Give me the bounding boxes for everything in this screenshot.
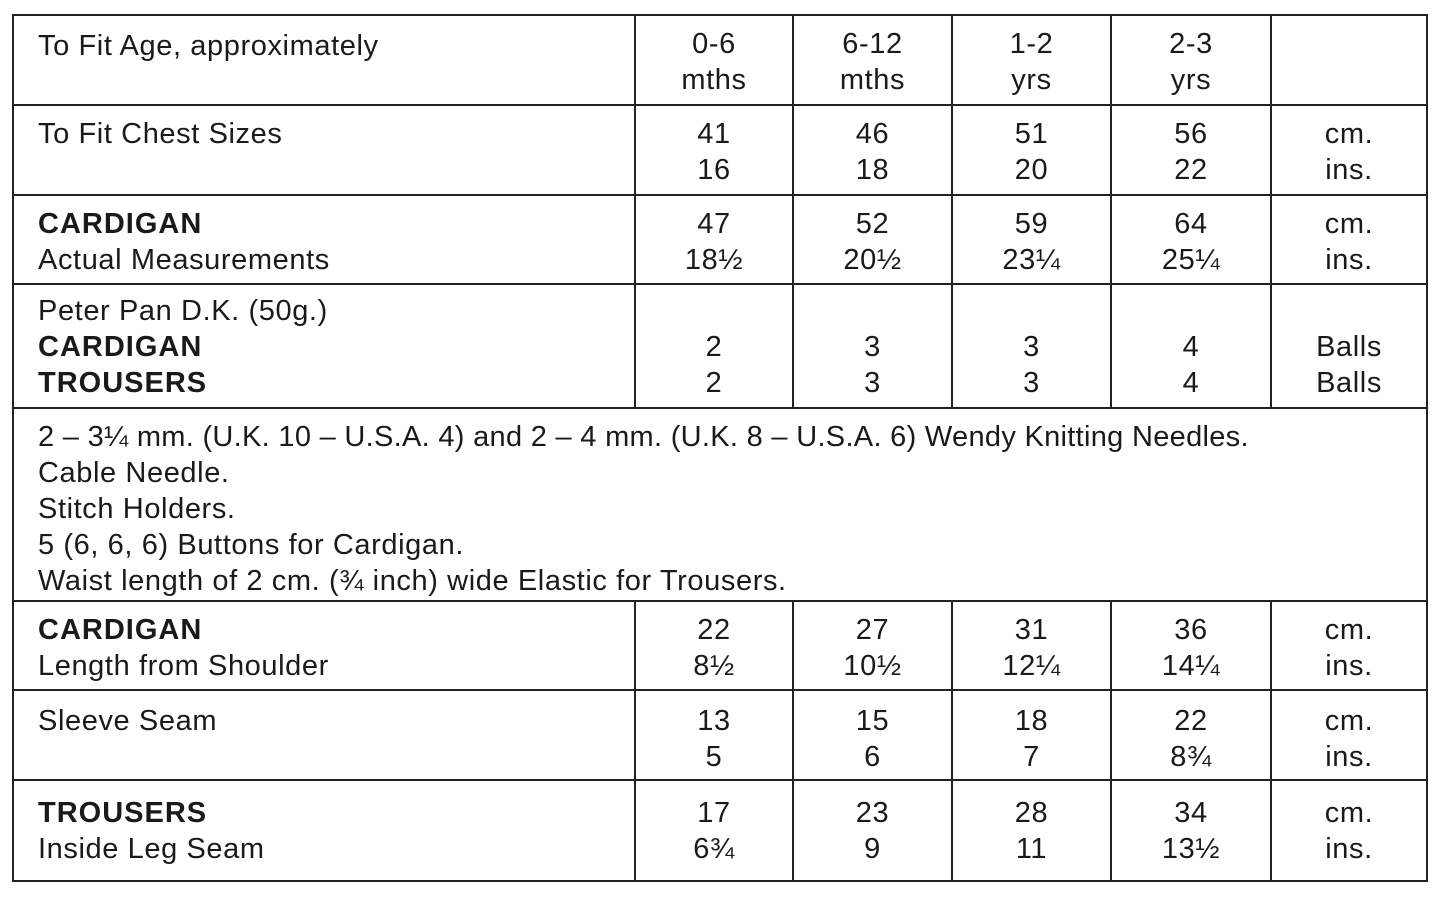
cm-value: 46 bbox=[855, 118, 890, 150]
cm-value: 52 bbox=[855, 208, 890, 240]
cm-value: 28 bbox=[1014, 797, 1049, 829]
age-value: 1-2 bbox=[1009, 28, 1054, 60]
ins-value: 8¾ bbox=[1170, 741, 1212, 773]
cm-value: 59 bbox=[1014, 208, 1049, 240]
cardigan-balls: 2 bbox=[705, 331, 723, 363]
yarn-cardigan-heading: CARDIGAN bbox=[38, 331, 203, 363]
trousers-unit-cell bbox=[1270, 781, 1426, 880]
cardigan-actual-size-2 bbox=[792, 196, 951, 283]
chest-row bbox=[14, 106, 1426, 196]
cardigan-actual-label-cell bbox=[14, 196, 634, 283]
cardigan-length-unit-cell bbox=[1270, 602, 1426, 689]
unit-ins: ins. bbox=[1325, 833, 1373, 865]
trousers-balls: 2 bbox=[705, 367, 723, 399]
cardigan-length-label-cell bbox=[14, 602, 634, 689]
materials-stitch-holders: Stitch Holders. bbox=[38, 493, 236, 525]
trousers-size-2 bbox=[792, 781, 951, 880]
unit-cm: cm. bbox=[1324, 614, 1374, 646]
materials-cable-needle: Cable Needle. bbox=[38, 457, 230, 489]
age-value: 2-3 bbox=[1169, 28, 1213, 60]
cm-value: 56 bbox=[1174, 118, 1208, 150]
unit-balls: Balls bbox=[1316, 367, 1382, 399]
materials-needles: 2 – 3¼ mm. (U.K. 10 – U.S.A. 4) and 2 – 4 mm. (U.K. 8 – U.S.A. 6) Wendy Knitting Needles. bbox=[38, 421, 1249, 453]
cm-value: 27 bbox=[855, 614, 890, 646]
unit-cm: cm. bbox=[1324, 705, 1374, 737]
yarn-row bbox=[14, 285, 1426, 409]
chest-size-4 bbox=[1110, 106, 1270, 194]
cardigan-length-size-2 bbox=[792, 602, 951, 689]
inside-leg-seam-label: Inside Leg Seam bbox=[38, 833, 265, 865]
trousers-size-4 bbox=[1110, 781, 1270, 880]
chest-label: To Fit Chest Sizes bbox=[38, 118, 283, 150]
cm-value: 23 bbox=[855, 797, 890, 829]
age-label: To Fit Age, approximately bbox=[38, 30, 379, 62]
yarn-label-cell bbox=[14, 285, 634, 407]
ins-value: 20 bbox=[1014, 154, 1049, 186]
cm-value: 22 bbox=[697, 614, 731, 646]
ins-value: 22 bbox=[1174, 154, 1208, 186]
cm-value: 51 bbox=[1014, 118, 1049, 150]
cardigan-balls: 4 bbox=[1182, 331, 1200, 363]
age-size-1 bbox=[634, 16, 792, 104]
age-value: 0-6 bbox=[692, 28, 736, 60]
ins-value: 7 bbox=[1023, 741, 1040, 773]
sleeve-unit-cell bbox=[1270, 691, 1426, 779]
cm-value: 34 bbox=[1174, 797, 1208, 829]
age-label-cell bbox=[14, 16, 634, 104]
cardigan-length-size-3 bbox=[951, 602, 1110, 689]
age-row bbox=[14, 16, 1426, 106]
age-unit: mths bbox=[839, 64, 906, 96]
cm-value: 64 bbox=[1174, 208, 1208, 240]
size-table bbox=[12, 14, 1428, 882]
chest-unit-cell bbox=[1270, 106, 1426, 194]
trousers-balls: 3 bbox=[864, 367, 881, 399]
cm-value: 41 bbox=[697, 118, 731, 150]
unit-ins: ins. bbox=[1325, 244, 1373, 276]
cardigan-balls: 3 bbox=[1023, 331, 1040, 363]
sleeve-size-3 bbox=[951, 691, 1110, 779]
cm-value: 17 bbox=[697, 797, 731, 829]
sleeve-row bbox=[14, 691, 1426, 781]
unit-cm: cm. bbox=[1324, 118, 1374, 150]
unit-cm: cm. bbox=[1324, 208, 1374, 240]
ins-value: 25¼ bbox=[1161, 244, 1221, 276]
cardigan-actual-size-3 bbox=[951, 196, 1110, 283]
age-size-4 bbox=[1110, 16, 1270, 104]
unit-ins: ins. bbox=[1325, 154, 1373, 186]
length-from-shoulder-label: Length from Shoulder bbox=[38, 650, 329, 682]
ins-value: 11 bbox=[1015, 833, 1048, 865]
materials-elastic: Waist length of 2 cm. (¾ inch) wide Elastic for Trousers. bbox=[38, 565, 787, 597]
cardigan-actual-size-1 bbox=[634, 196, 792, 283]
cm-value: 13 bbox=[697, 705, 731, 737]
cardigan-length-row bbox=[14, 602, 1426, 691]
ins-value: 23¼ bbox=[1002, 244, 1061, 276]
sleeve-size-4 bbox=[1110, 691, 1270, 779]
cardigan-balls: 3 bbox=[864, 331, 881, 363]
ins-value: 9 bbox=[864, 833, 881, 865]
ins-value: 8½ bbox=[693, 650, 735, 682]
trousers-row bbox=[14, 781, 1426, 880]
trousers-size-1 bbox=[634, 781, 792, 880]
ins-value: 14¼ bbox=[1161, 650, 1221, 682]
ins-value: 20½ bbox=[843, 244, 902, 276]
age-size-2 bbox=[792, 16, 951, 104]
cm-value: 47 bbox=[697, 208, 731, 240]
age-value: 6-12 bbox=[842, 28, 903, 60]
ins-value: 6 bbox=[864, 741, 881, 773]
cm-value: 31 bbox=[1014, 614, 1049, 646]
cm-value: 36 bbox=[1174, 614, 1208, 646]
unit-cm: cm. bbox=[1324, 797, 1374, 829]
cardigan-actual-row bbox=[14, 196, 1426, 285]
unit-ins: ins. bbox=[1325, 650, 1373, 682]
age-size-3 bbox=[951, 16, 1110, 104]
yarn-size-1 bbox=[634, 285, 792, 407]
sleeve-size-2 bbox=[792, 691, 951, 779]
age-unit: mths bbox=[681, 64, 747, 96]
yarn-size-2 bbox=[792, 285, 951, 407]
ins-value: 18½ bbox=[684, 244, 744, 276]
cardigan-actual-size-4 bbox=[1110, 196, 1270, 283]
unit-balls: Balls bbox=[1316, 331, 1382, 363]
cm-value: 15 bbox=[855, 705, 890, 737]
trousers-balls: 3 bbox=[1023, 367, 1040, 399]
cardigan-length-size-1 bbox=[634, 602, 792, 689]
chest-size-3 bbox=[951, 106, 1110, 194]
trousers-balls: 4 bbox=[1182, 367, 1200, 399]
sleeve-label-cell bbox=[14, 691, 634, 779]
yarn-trousers-heading: TROUSERS bbox=[38, 367, 208, 399]
trousers-size-3 bbox=[951, 781, 1110, 880]
yarn-label: Peter Pan D.K. (50g.) bbox=[38, 295, 328, 327]
ins-value: 16 bbox=[697, 154, 731, 186]
cardigan-actual-unit-cell bbox=[1270, 196, 1426, 283]
materials-cell bbox=[14, 409, 1426, 600]
cardigan-length-size-4 bbox=[1110, 602, 1270, 689]
ins-value: 6¾ bbox=[693, 833, 735, 865]
chest-size-2 bbox=[792, 106, 951, 194]
cardigan-heading: CARDIGAN bbox=[38, 208, 203, 240]
sleeve-size-1 bbox=[634, 691, 792, 779]
chest-label-cell bbox=[14, 106, 634, 194]
cm-value: 22 bbox=[1174, 705, 1208, 737]
age-unit-cell bbox=[1270, 16, 1426, 104]
materials-row bbox=[14, 409, 1426, 602]
age-unit: yrs bbox=[1170, 64, 1212, 96]
chest-size-1 bbox=[634, 106, 792, 194]
actual-measurements-label: Actual Measurements bbox=[38, 244, 330, 276]
yarn-size-4 bbox=[1110, 285, 1270, 407]
yarn-size-3 bbox=[951, 285, 1110, 407]
trousers-label-cell bbox=[14, 781, 634, 880]
trousers-heading: TROUSERS bbox=[38, 797, 208, 829]
ins-value: 5 bbox=[705, 741, 723, 773]
ins-value: 12¼ bbox=[1002, 650, 1061, 682]
cm-value: 18 bbox=[1014, 705, 1049, 737]
unit-ins: ins. bbox=[1325, 741, 1373, 773]
ins-value: 18 bbox=[855, 154, 890, 186]
cardigan-heading: CARDIGAN bbox=[38, 614, 203, 646]
sleeve-seam-label: Sleeve Seam bbox=[38, 705, 218, 737]
materials-buttons: 5 (6, 6, 6) Buttons for Cardigan. bbox=[38, 529, 465, 561]
age-unit: yrs bbox=[1011, 64, 1052, 96]
ins-value: 10½ bbox=[843, 650, 902, 682]
ins-value: 13½ bbox=[1161, 833, 1221, 865]
yarn-unit-cell bbox=[1270, 285, 1426, 407]
